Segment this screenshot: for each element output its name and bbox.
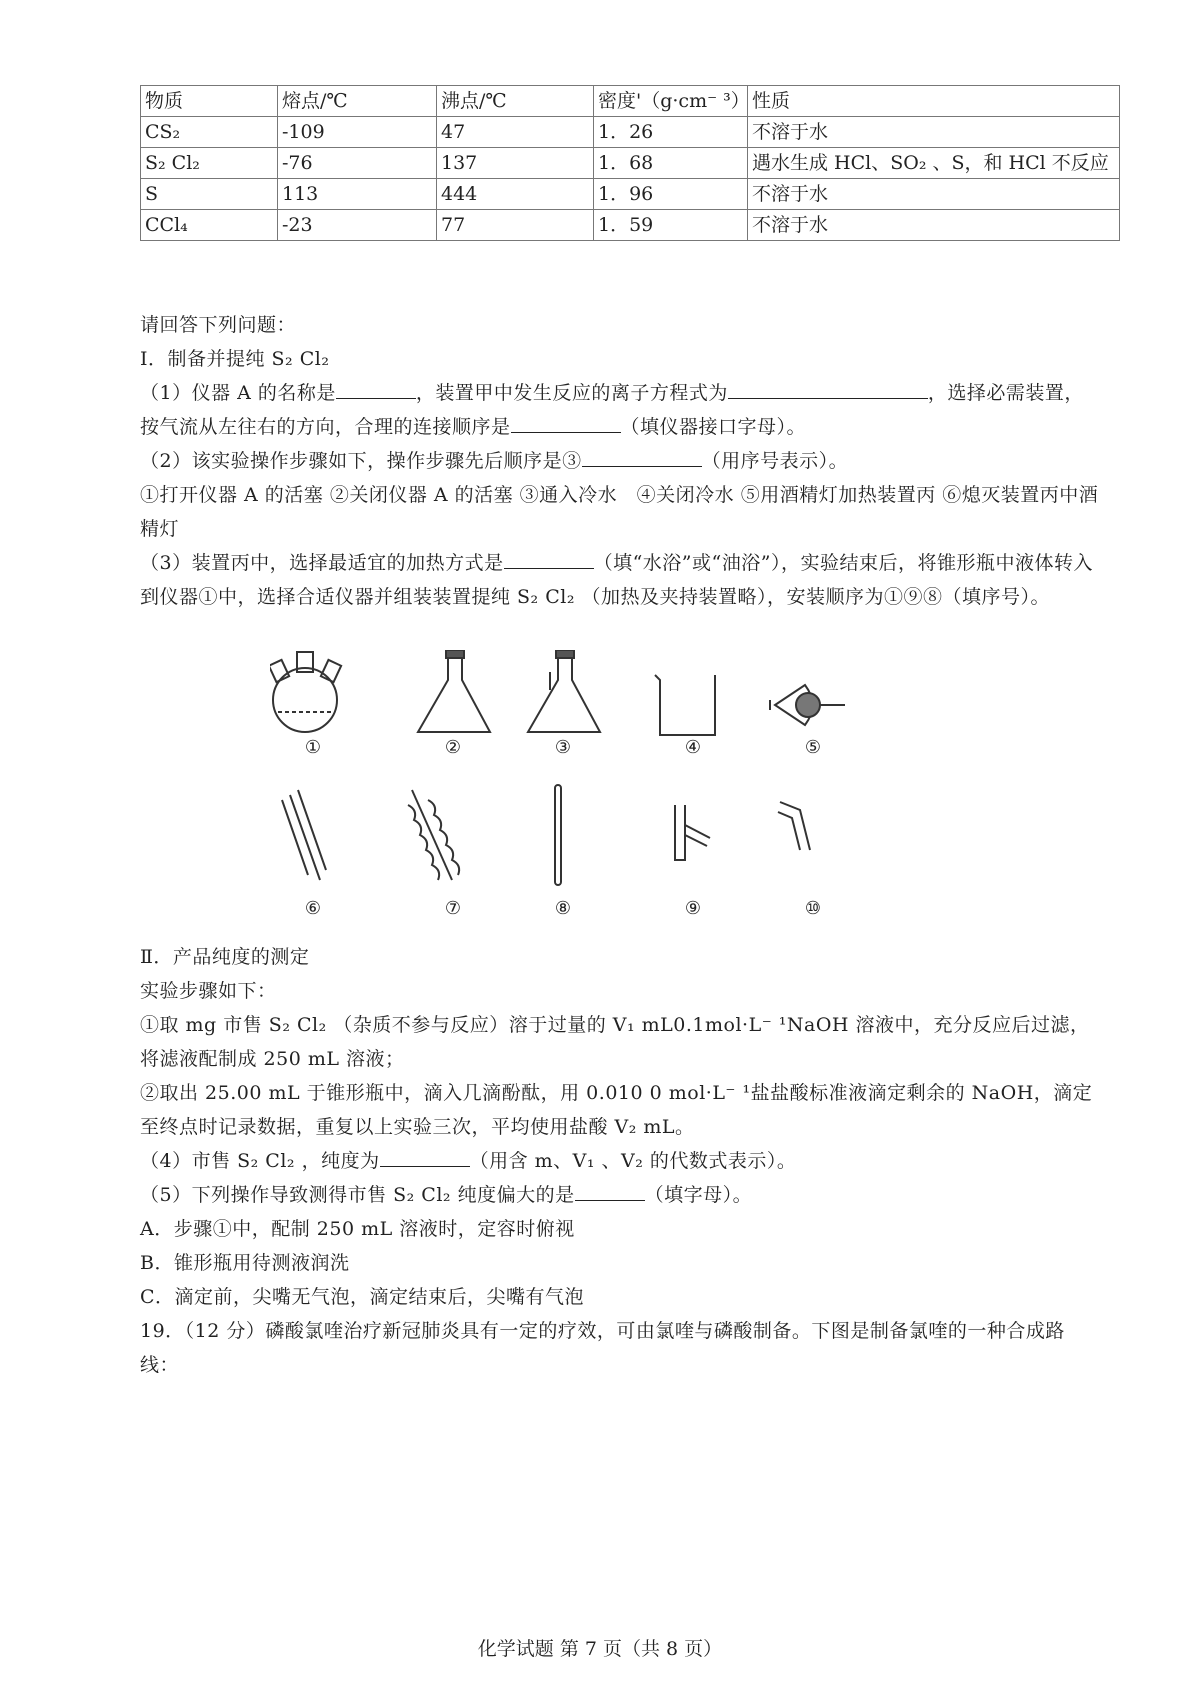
steps-title: 实验步骤如下：	[140, 980, 277, 1002]
table-cell: S₂ Cl₂	[141, 148, 278, 179]
apparatus-figure	[270, 650, 930, 940]
q3-text-b: （填“水浴”或“油浴”），实验结束后，将锥形瓶中液体转入到仪器①中，选择合适仪器并组装装置提纯 S₂ Cl₂ （加热及夹持装置略），安装顺序为①⑨⑧（填序号）。	[140, 552, 1093, 608]
q3-text-a: （3）装置丙中，选择最适宜的加热方式是	[140, 552, 504, 574]
thermometer-icon	[555, 785, 561, 885]
q1-text-c: ，选择必需装置，按气流从左往右的方向，合理的连接顺序是	[140, 382, 1084, 438]
properties-table	[140, 85, 1120, 241]
table-cell: 77	[437, 210, 594, 241]
option-c: C．滴定前，尖嘴无气泡，滴定结束后，尖嘴有气泡	[140, 1286, 585, 1308]
q4-text-a: （4）市售 S₂ Cl₂ ，纯度为	[140, 1150, 380, 1172]
table-cell: -23	[278, 210, 437, 241]
table-cell: -76	[278, 148, 437, 179]
q5-text-a: （5）下列操作导致测得市售 S₂ Cl₂ 纯度偏大的是	[140, 1184, 575, 1206]
apparatus-label: ⑩	[804, 898, 822, 919]
conical-flask-icon	[418, 650, 490, 732]
table-cell: CS₂	[141, 117, 278, 148]
apparatus-label: ⑥	[304, 898, 322, 919]
page-footer: 化学试题 第 7 页（共 8 页）	[477, 1638, 723, 1660]
apparatus-label: ③	[554, 737, 572, 758]
header-cell: 性质	[748, 86, 1120, 117]
table-cell: 113	[278, 179, 437, 210]
table-cell: 1．96	[594, 179, 748, 210]
part1-title: Ⅰ．制备并提纯 S₂ Cl₂	[140, 348, 330, 370]
table-cell: 不溶于水	[748, 210, 1120, 241]
apparatus-label: ②	[444, 737, 462, 758]
answer-blank[interactable]	[575, 1180, 645, 1201]
answer-blank[interactable]	[380, 1146, 470, 1167]
beaker-icon	[655, 675, 715, 735]
table-cell: 遇水生成 HCl、SO₂ 、S，和 HCl 不反应	[748, 148, 1120, 179]
answer-blank[interactable]	[504, 548, 594, 569]
table-header-row	[141, 86, 1120, 117]
header-cell: 物质	[141, 86, 278, 117]
header-cell: 沸点/℃	[437, 86, 594, 117]
header-cell: 熔点/℃	[278, 86, 437, 117]
bulb-condenser-icon	[408, 790, 459, 880]
table-cell: 47	[437, 117, 594, 148]
question-5	[140, 1178, 1100, 1212]
answer-blank[interactable]	[582, 446, 702, 467]
q4-text-b: （用含 m、V₁ 、V₂ 的代数式表示）。	[469, 1150, 797, 1172]
part2-title: Ⅱ．产品纯度的测定	[140, 946, 310, 968]
apparatus-label: ⑧	[554, 898, 572, 919]
table-cell: 1．26	[594, 117, 748, 148]
table-cell: CCl₄	[141, 210, 278, 241]
table-cell: 不溶于水	[748, 117, 1120, 148]
q1-text-b: ，装置甲中发生反应的离子方程式为	[415, 382, 728, 404]
straight-condenser-icon	[282, 790, 326, 880]
question-2	[140, 444, 1100, 478]
table-cell: 不溶于水	[748, 179, 1120, 210]
q2-text-b: （用序号表示）。	[701, 450, 849, 472]
apparatus-label: ①	[304, 737, 322, 758]
question-4	[140, 1144, 1100, 1178]
intro-text: 请回答下列问题：	[140, 314, 297, 336]
separatory-funnel-icon	[770, 685, 845, 725]
apparatus-label: ⑨	[684, 898, 702, 919]
table-row	[141, 148, 1120, 179]
q5-text-b: （填字母）。	[644, 1184, 753, 1206]
table-cell: 444	[437, 179, 594, 210]
question-1	[140, 376, 1100, 444]
option-a: A．步骤①中，配制 250 mL 溶液时，定容时俯视	[140, 1218, 575, 1240]
option-b: B．锥形瓶用待测液润洗	[140, 1252, 350, 1274]
header-cell: 密度'（g·cm⁻ ³）	[594, 86, 748, 117]
step-1: ①取 mg 市售 S₂ Cl₂ （杂质不参与反应）溶于过量的 V₁ mL0.1mol·L⁻ ¹NaOH 溶液中，充分反应后过滤，将滤液配制成 250 mL 溶液；	[140, 1014, 1090, 1070]
answer-blank[interactable]	[728, 378, 928, 399]
apparatus-label: ⑤	[804, 737, 822, 758]
table-cell: -109	[278, 117, 437, 148]
table-cell: 1．68	[594, 148, 748, 179]
q2-text-a: （2）该实验操作步骤如下，操作步骤先后顺序是③	[140, 450, 582, 472]
q2-steps: ①打开仪器 A 的活塞 ②关闭仪器 A 的活塞 ③通入冷水 ④关闭冷水 ⑤用酒精灯加热装置丙 ⑥熄灭装置丙中酒精灯	[140, 484, 1099, 540]
q1-text-a: （1）仪器 A 的名称是	[140, 382, 336, 404]
table-cell: S	[141, 179, 278, 210]
apparatus-label: ④	[684, 737, 702, 758]
bent-adapter-icon	[778, 802, 810, 850]
question-3	[140, 546, 1100, 614]
answer-blank[interactable]	[336, 378, 416, 399]
apparatus-label: ⑦	[444, 898, 462, 919]
answer-blank[interactable]	[511, 412, 621, 433]
table-row	[141, 117, 1120, 148]
q1-text-d: （填仪器接口字母）。	[620, 416, 807, 438]
table-row	[141, 210, 1120, 241]
table-row	[141, 179, 1120, 210]
table-cell: 137	[437, 148, 594, 179]
distillation-head-icon	[675, 805, 710, 860]
step-2: ②取出 25.00 mL 于锥形瓶中，滴入几滴酚酞，用 0.010 0 mol·L⁻ ¹盐盐酸标准液滴定剩余的 NaOH，滴定至终点时记录数据，重复以上实验三次，平均使用盐酸 V₂ mL。	[140, 1082, 1093, 1138]
suction-flask-icon	[528, 650, 600, 732]
table-cell: 1．59	[594, 210, 748, 241]
three-neck-flask-icon	[270, 652, 341, 732]
question-19: 19．（12 分）磷酸氯喹治疗新冠肺炎具有一定的疗效，可由氯喹与磷酸制备。下图是制备氯喹的一种合成路线：	[140, 1320, 1065, 1376]
